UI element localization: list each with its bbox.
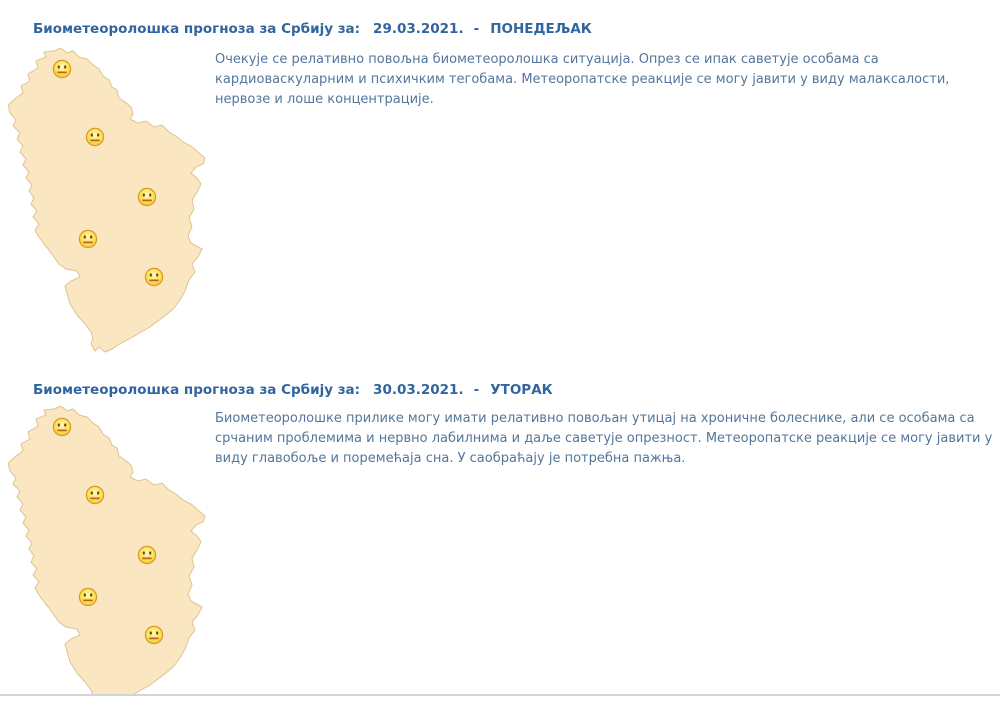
forecast-day: УТОРАК: [490, 382, 553, 398]
serbia-map-monday: [8, 48, 208, 358]
forecast-date: 30.03.2021.: [373, 382, 464, 398]
neutral-face-smiley-icon: [78, 587, 98, 607]
neutral-face-smiley-icon: [52, 417, 72, 437]
forecast-title-label: Биометеоролошка прогноза за Србију за:: [33, 21, 361, 37]
neutral-face-smiley-icon: [137, 545, 157, 565]
title-separator: -: [473, 382, 480, 398]
serbia-map-shape: [8, 406, 205, 702]
serbia-map-svg: [8, 48, 208, 358]
serbia-map-shape: [8, 48, 205, 352]
title-separator: -: [473, 21, 480, 37]
forecast-day: ПОНЕДЕЉАК: [490, 21, 592, 37]
neutral-face-smiley-icon: [144, 267, 164, 287]
neutral-face-smiley-icon: [85, 485, 105, 505]
neutral-face-smiley-icon: [52, 59, 72, 79]
forecast-title-label: Биометеоролошка прогноза за Србију за:: [33, 382, 361, 398]
serbia-map-svg: [8, 406, 208, 702]
forecast-title-monday: [33, 21, 592, 37]
footer-divider-line: [0, 694, 1000, 702]
forecast-text-monday: Очекује се релативно повољна биометеоролошка ситуација. Опрез се ипак саветује особама са кардиоваскуларним и психичким тегобама. Метеоропатске реакције се могу јавити у виду малаксалости, нервозе и лоше концентрације.: [215, 52, 950, 107]
neutral-face-smiley-icon: [144, 625, 164, 645]
neutral-face-smiley-icon: [85, 127, 105, 147]
forecast-text-tuesday: Биометеоролошке прилике могу имати релативно повољан утицај на хроничне болеснике, али се особама са срчаним проблемима и нервно лабилнима и даље саветује опрезност. Метеоропатске реакције се могу јавити у виду главобоље и поремећаја сна. У саобраћају је потребна пажња.: [215, 411, 993, 466]
neutral-face-smiley-icon: [78, 229, 98, 249]
serbia-map-tuesday: [8, 406, 208, 702]
forecast-title-tuesday: [33, 382, 553, 398]
forecast-date: 29.03.2021.: [373, 21, 464, 37]
neutral-face-smiley-icon: [137, 187, 157, 207]
